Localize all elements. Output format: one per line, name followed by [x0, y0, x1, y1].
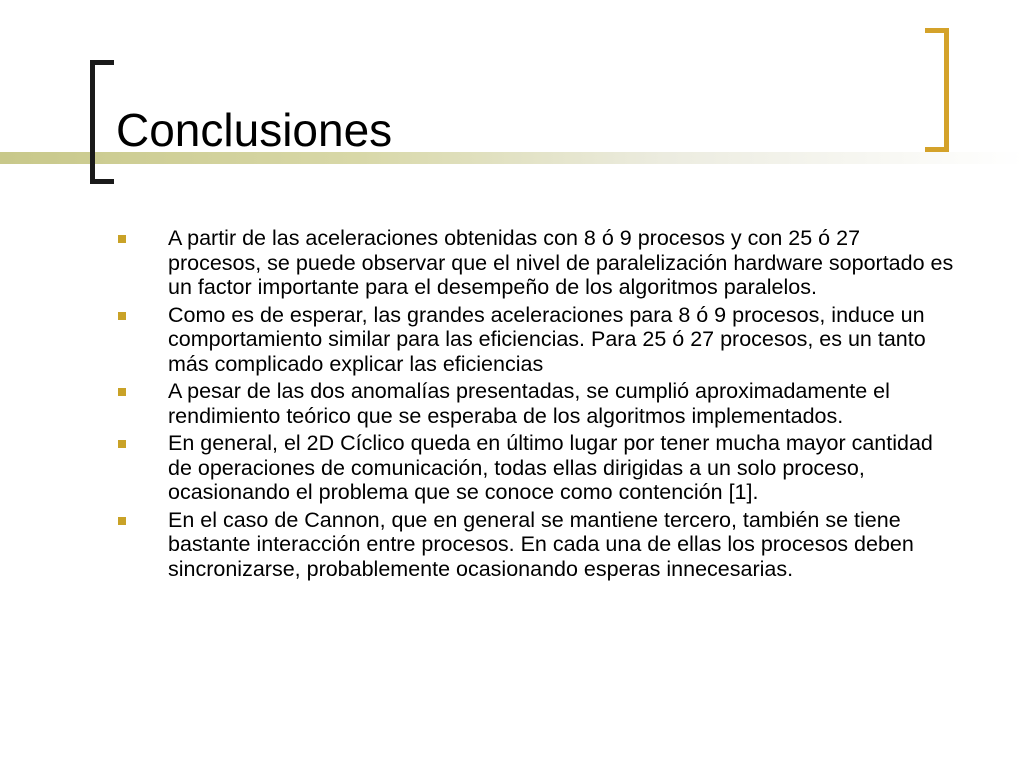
right-bracket-decoration [925, 28, 949, 152]
square-bullet-icon [118, 440, 126, 448]
bullet-item [118, 431, 958, 505]
bullet-list [118, 226, 958, 584]
square-bullet-icon [118, 235, 126, 243]
bullet-item [118, 226, 958, 300]
bullet-text: Como es de esperar, las grandes aceleraciones para 8 ó 9 procesos, induce un comportamiento similar para las eficiencias. Para 25 ó 27 procesos, es un tanto más complicado explicar las eficiencias [168, 302, 926, 376]
bullet-text: A pesar de las dos anomalías presentadas, se cumplió aproximadamente el rendimiento teórico que se esperaba de los algoritmos implementados. [168, 379, 890, 428]
bullet-text: En el caso de Cannon, que en general se mantiene tercero, también se tiene bastante interacción entre procesos. En cada una de ellas los procesos deben sincronizarse, probablemente ocasionando esperas innecesarias. [168, 507, 914, 581]
bullet-item [118, 379, 958, 428]
bullet-text: A partir de las aceleraciones obtenidas con 8 ó 9 procesos y con 25 ó 27 procesos, se puede observar que el nivel de paralelización hardware soportado es un factor importante para el desempeño de los algoritmos paralelos. [168, 226, 954, 299]
square-bullet-icon [118, 388, 126, 396]
slide-title: Conclusiones [116, 104, 393, 156]
left-bracket-decoration [90, 60, 114, 184]
bullet-text: En general, el 2D Cíclico queda en último lugar por tener mucha mayor cantidad de operaciones de comunicación, todas ellas dirigidas a un solo proceso, ocasionando el problema que se conoce como contención [1]. [168, 431, 933, 504]
bullet-item [118, 303, 958, 377]
square-bullet-icon [118, 312, 126, 320]
bullet-item [118, 508, 958, 582]
square-bullet-icon [118, 517, 126, 525]
